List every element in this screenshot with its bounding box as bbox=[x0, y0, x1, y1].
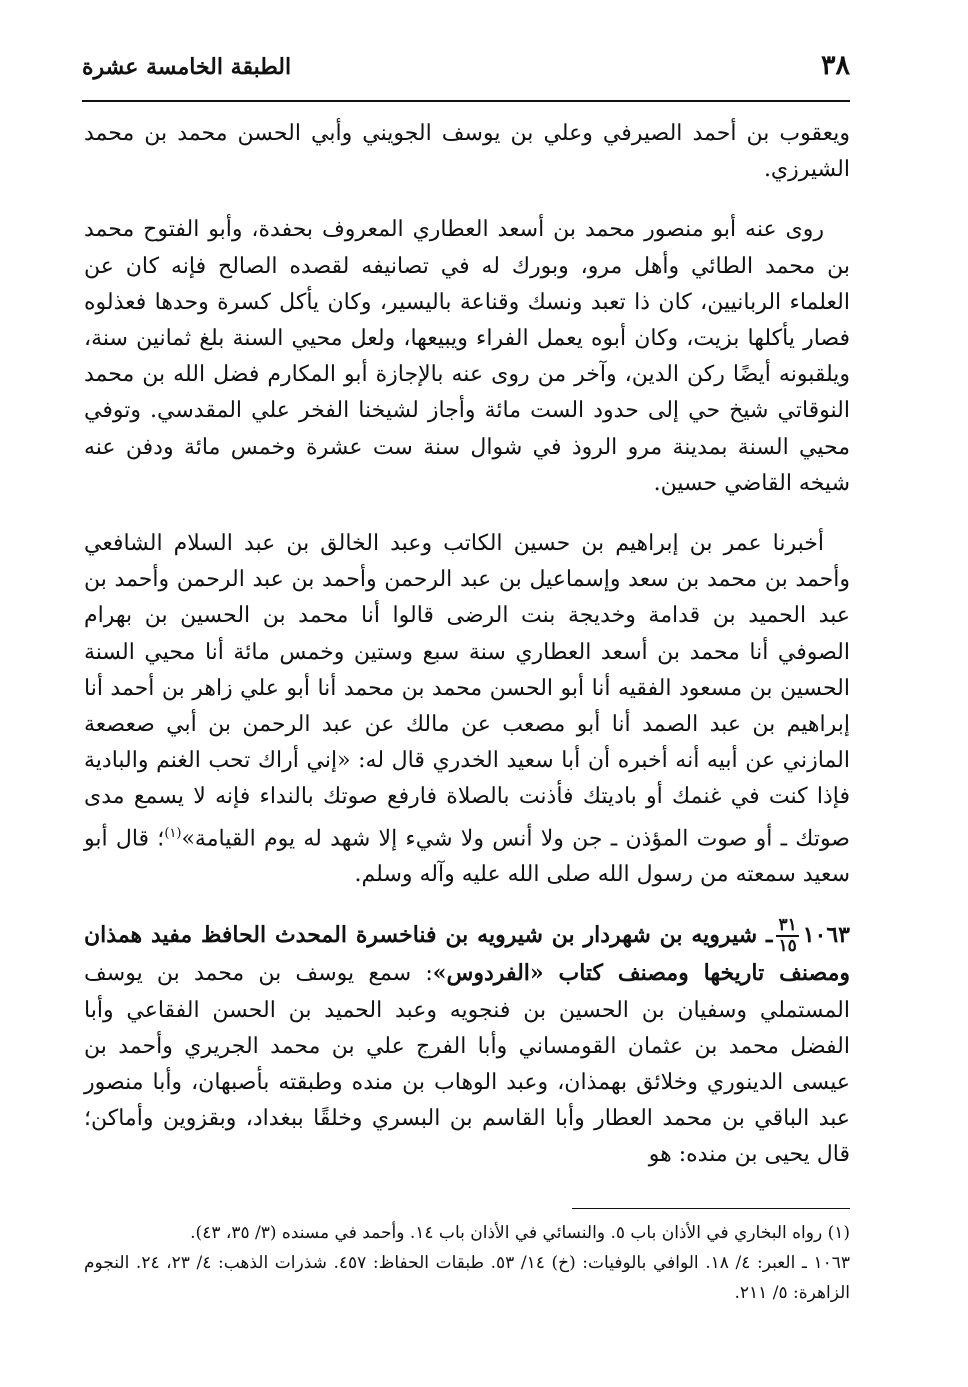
header-rule bbox=[82, 100, 850, 102]
paragraph-3-tail: ؛ قال أبو سعيد سمعته من رسول الله صلى الله عليه وآله وسلم. bbox=[84, 825, 850, 888]
page-header bbox=[82, 46, 850, 98]
paragraph-3 bbox=[84, 526, 850, 893]
footnote-2: ١٠٦٣ ـ العبر: ٤/ ١٨. الوافي بالوفيات: (خ) ١٤/ ٥٣. طبقات الحفاظ: ٤٥٧. شذرات الذهب: ٤/ ٢٣، ٢٤. النجوم الزاهرة: ٥/ ٢١١. bbox=[84, 1253, 850, 1303]
footnote-rule bbox=[572, 1208, 850, 1209]
running-title: الطبقة الخامسة عشرة bbox=[82, 54, 292, 80]
fraction-numerator: ٣١ bbox=[778, 915, 797, 936]
body-text bbox=[84, 116, 850, 1174]
paragraph-1 bbox=[84, 116, 850, 188]
paragraph-3-text: أخبرنا عمر بن إبراهيم بن حسين الكاتب وعبد الخالق بن عبد السلام الشافعي وأحمد بن محمد بن سعد وإسماعيل بن عبد الرحمن وأحمد بن عبد الرحمن وأحمد بن عبد الحميد بن قدامة وخديجة بنت الرضى قالوا أنا محمد بن الحسين بن بهرام الصوفي أنا محمد بن أسعد العطاري سنة سبع وستين وخمس مائة أنا محيي السنة الحسين بن مسعود الفقيه أنا أبو الحسن محمد بن محمد أنا أبو علي زاهر بن أحمد أنا إبراهيم بن عبد الصمد أنا أبو مصعب عن مالك عن عبد الرحمن بن أبي صعصعة المازني عن أبيه أنه أخبره أن أبا سعيد الخدري قال له: «إني أراك تحب الغنم والبادية فإذا كنت في غنمك أو باديتك فأذنت بالصلاة فارفع صوتك بالنداء فإنه لا يسمع مدى صوتك ـ أو صوت المؤذن ـ جن ولا أنس ولا شيء إلا شهد له يوم القيامة» bbox=[84, 531, 850, 851]
paragraph-2 bbox=[84, 212, 850, 502]
paragraph-2-text: روى عنه أبو منصور محمد بن أسعد العطاري المعروف بحفدة، وأبو الفتوح محمد بن محمد الطائي وأهل مرو، وبورك له في تصانيفه لقصده الصالح فإنه كان عن العلماء الربانيين، كان ذا تعبد ونسك وقناعة باليسير، وكان يأكل كسرة وحدها فعذلوه فصار يأكلها بزيت، وكان أبوه يعمل الفراء ويبيعها، ولعل محيي السنة بلغ ثمانين سنة، ويلقبونه أيضًا ركن الدين، وآخر من روى عنه بالإجازة أبو المكارم فضل الله بن محمد النوقاتي شيخ حي إلى حدود الست مائة وأجاز لشيخنا الفخر علي المقدسي. وتوفي محيي السنة بمدينة مرو الروذ في شوال سنة ست عشرة وخمس مائة ودفن عنه شيخه القاضي حسين. bbox=[84, 217, 850, 496]
entry-body: : سمع يوسف بن محمد بن يوسف المستملي وسفيان بن الحسين بن فنجويه وعبد الحميد بن الحسن الفقاعي وأبا الفضل محمد بن عثمان القومساني وأبا الفرج علي بن محمد الجريري وأحمد بن عيسى الدينوري وخلائق بهمذان، وعبد الوهاب بن منده وطبقته بأصبهان، وأبا منصور عبد الباقي بن محمد العطار وأبا القاسم بن البسري وخلقًا ببغداد، وبقزوين وأماكن؛ قال يحيى بن منده: هو bbox=[84, 961, 850, 1168]
footnote-1: (١) رواه البخاري في الأذان باب ٥. والنسائي في الأذان باب ١٤. وأحمد في مسنده (٣/ ٣٥، ٤٣). bbox=[190, 1223, 850, 1243]
entry-heading: ـ شيرويه بن شهردار بن شيرويه بن فناخسرة المحدث الحافظ مفيد همذان ومصنف تاريخها ومصنف كتاب «الفردوس» bbox=[84, 922, 850, 987]
entry-1063 bbox=[84, 917, 850, 1173]
entry-number: ١٠٦٣ bbox=[802, 922, 850, 949]
entry-fraction bbox=[776, 917, 798, 955]
footnotes bbox=[84, 1218, 850, 1308]
page-number: ٣٨ bbox=[820, 50, 850, 81]
fraction-denominator: ١٥ bbox=[778, 936, 797, 957]
paragraph-1-text: ويعقوب بن أحمد الصيرفي وعلي بن يوسف الجويني وأبي الحسن محمد بن محمد الشيرزي. bbox=[84, 121, 850, 183]
footnote-ref-1[interactable]: (١) bbox=[164, 825, 182, 841]
